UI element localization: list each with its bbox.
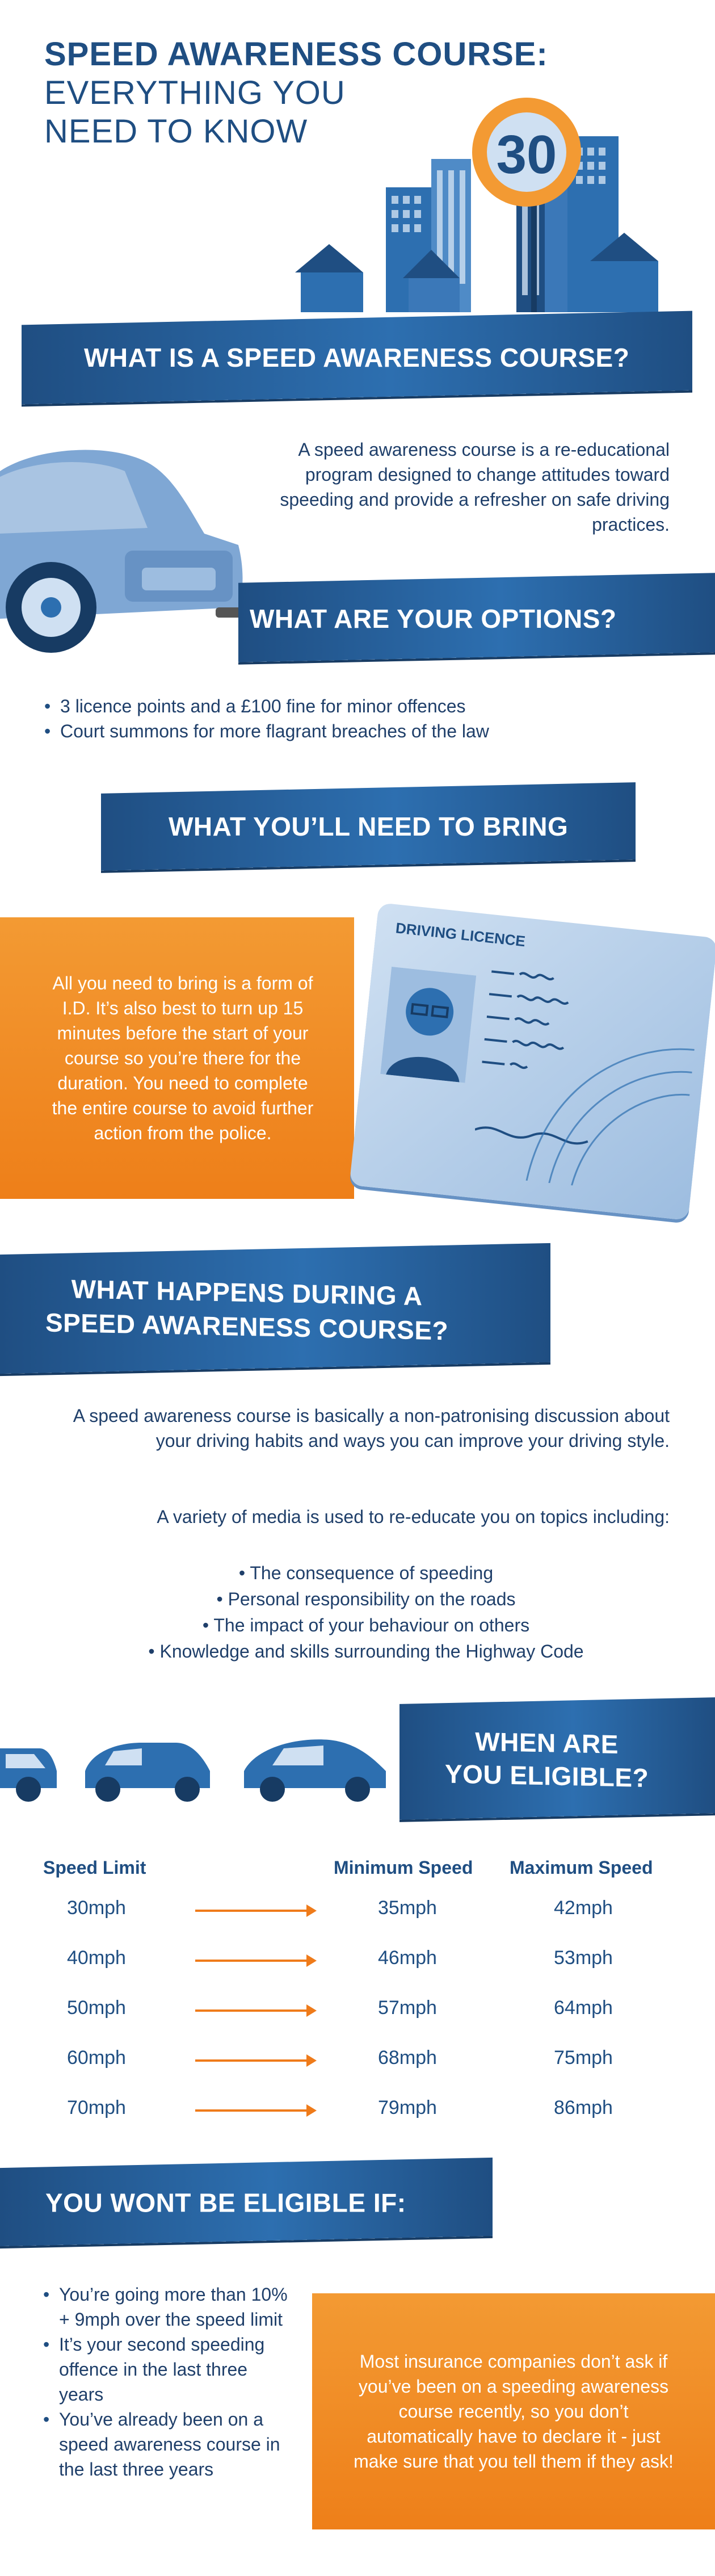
cell-limit: 70mph xyxy=(67,2097,126,2118)
topic-item: • The impact of your behaviour on others xyxy=(202,1615,530,1635)
heading-what-is-text: WHAT IS A SPEED AWARENESS COURSE? xyxy=(84,343,630,373)
heading-options xyxy=(238,573,715,662)
heading-options-text: WHAT ARE YOUR OPTIONS? xyxy=(250,603,617,633)
options-item: • 3 licence points and a £100 fine for minor offences xyxy=(41,694,665,719)
topic-item-text: The impact of your behaviour on others xyxy=(213,1615,530,1635)
cell-limit: 40mph xyxy=(67,1947,126,1969)
heading-eligible-line-1: WHEN ARE xyxy=(475,1726,619,1759)
title-line-2: EVERYTHING YOU xyxy=(44,74,346,111)
insurance-note-text: Most insurance companies don’t ask if you’ve been on a speeding awareness course recently, so you don’t automatically have to declare it - just make sure that you tell them if they ask! xyxy=(354,2351,674,2472)
arrow-icon xyxy=(195,1960,313,1962)
driving-licence-card xyxy=(350,903,715,1220)
col-minimum-speed: Minimum Speed xyxy=(334,1857,473,1878)
heading-bring xyxy=(101,782,636,871)
cell-limit: 30mph xyxy=(67,1897,126,1919)
heading-eligible xyxy=(399,1697,715,1820)
cell-min: 68mph xyxy=(378,2047,437,2069)
during-text-1: A speed awareness course is basically a non-patronising discussion about your driving habits and ways you can improve your driving style. xyxy=(73,1406,670,1451)
not-eligible-item: • You’re going more than 10% + 9mph over the speed limit xyxy=(40,2282,289,2332)
arrow-icon xyxy=(195,2059,313,2062)
speed-sign-value: 30 xyxy=(496,124,557,185)
table-row xyxy=(0,1947,715,1975)
cell-limit: 60mph xyxy=(67,2047,126,2069)
topic-item-text: Knowledge and skills surrounding the Highway Code xyxy=(159,1641,584,1662)
heading-not-eligible-text: YOU WONT BE ELIGIBLE IF: xyxy=(45,2188,406,2218)
heading-during xyxy=(0,1243,550,1374)
bring-info-text: All you need to bring is a form of I.D. It’s also best to turn up 15 minutes before the start of your course so you’re there for the duration. You need to complete the entire course to avoid further action from the police. xyxy=(52,973,314,1143)
cell-max: 64mph xyxy=(554,1997,613,2019)
arrow-icon xyxy=(195,1910,313,1912)
arrow-icon xyxy=(195,2109,313,2112)
cell-max: 53mph xyxy=(554,1947,613,1969)
cell-max: 42mph xyxy=(554,1897,613,1919)
topic-item: • The consequence of speeding xyxy=(238,1563,494,1583)
not-eligible-list xyxy=(40,2282,289,2482)
licence-portrait-icon xyxy=(380,967,476,1083)
during-text-2: A variety of media is used to re-educate you on topics including: xyxy=(157,1507,670,1527)
topic-item-text: The consequence of speeding xyxy=(250,1563,494,1583)
topic-item: • Personal responsibility on the roads xyxy=(216,1589,516,1609)
heading-during-line-1: WHAT HAPPENS DURING A xyxy=(71,1274,423,1311)
heading-during-line-2: SPEED AWARENESS COURSE? xyxy=(45,1307,449,1346)
table-row xyxy=(0,2097,715,2125)
cell-max: 75mph xyxy=(554,2047,613,2069)
licence-details-scribbles xyxy=(470,960,702,1197)
cell-min: 46mph xyxy=(378,1947,437,1969)
title-line-3: NEED TO KNOW xyxy=(44,113,308,150)
arrow-icon xyxy=(195,2009,313,2012)
heading-during-text xyxy=(0,1276,448,1344)
topic-item-text: Personal responsibility on the roads xyxy=(228,1589,516,1609)
table-row xyxy=(0,1997,715,2025)
title-line-1: SPEED AWARENESS COURSE: xyxy=(44,36,548,73)
cars-illustration xyxy=(0,1726,397,1805)
cell-limit: 50mph xyxy=(67,1997,126,2019)
car-illustration xyxy=(0,437,250,664)
options-list xyxy=(41,694,665,744)
cell-min: 35mph xyxy=(378,1897,437,1919)
col-speed-limit: Speed Limit xyxy=(43,1857,146,1878)
not-eligible-item: • It’s your second speeding offence in the last three years xyxy=(40,2332,289,2407)
heading-not-eligible xyxy=(0,2158,493,2246)
options-item: • Court summons for more flagrant breaches of the law xyxy=(41,719,665,744)
topic-item: • Knowledge and skills surrounding the Highway Code xyxy=(148,1641,584,1662)
licence-title: DRIVING LICENCE xyxy=(394,919,527,950)
not-eligible-item: • You’ve already been on a speed awareness course in the last three years xyxy=(40,2407,289,2482)
table-row xyxy=(0,1897,715,1925)
insurance-note-box xyxy=(312,2293,715,2529)
heading-what-is xyxy=(22,311,692,405)
cell-max: 86mph xyxy=(554,2097,613,2118)
table-row xyxy=(0,2047,715,2075)
heading-bring-text: WHAT YOU’LL NEED TO BRING xyxy=(168,812,569,842)
cell-min: 79mph xyxy=(378,2097,437,2118)
what-is-text: A speed awareness course is a re-educational program designed to change attitudes toward speeding and provide a refresher on safe driving practices. xyxy=(280,439,670,535)
bring-info-box xyxy=(0,917,354,1199)
heading-eligible-line-2: YOU ELIGIBLE? xyxy=(445,1759,649,1793)
topics-list xyxy=(62,1560,670,1664)
heading-eligible-text xyxy=(399,1726,649,1792)
cell-min: 57mph xyxy=(378,1997,437,2019)
col-maximum-speed: Maximum Speed xyxy=(510,1857,653,1878)
